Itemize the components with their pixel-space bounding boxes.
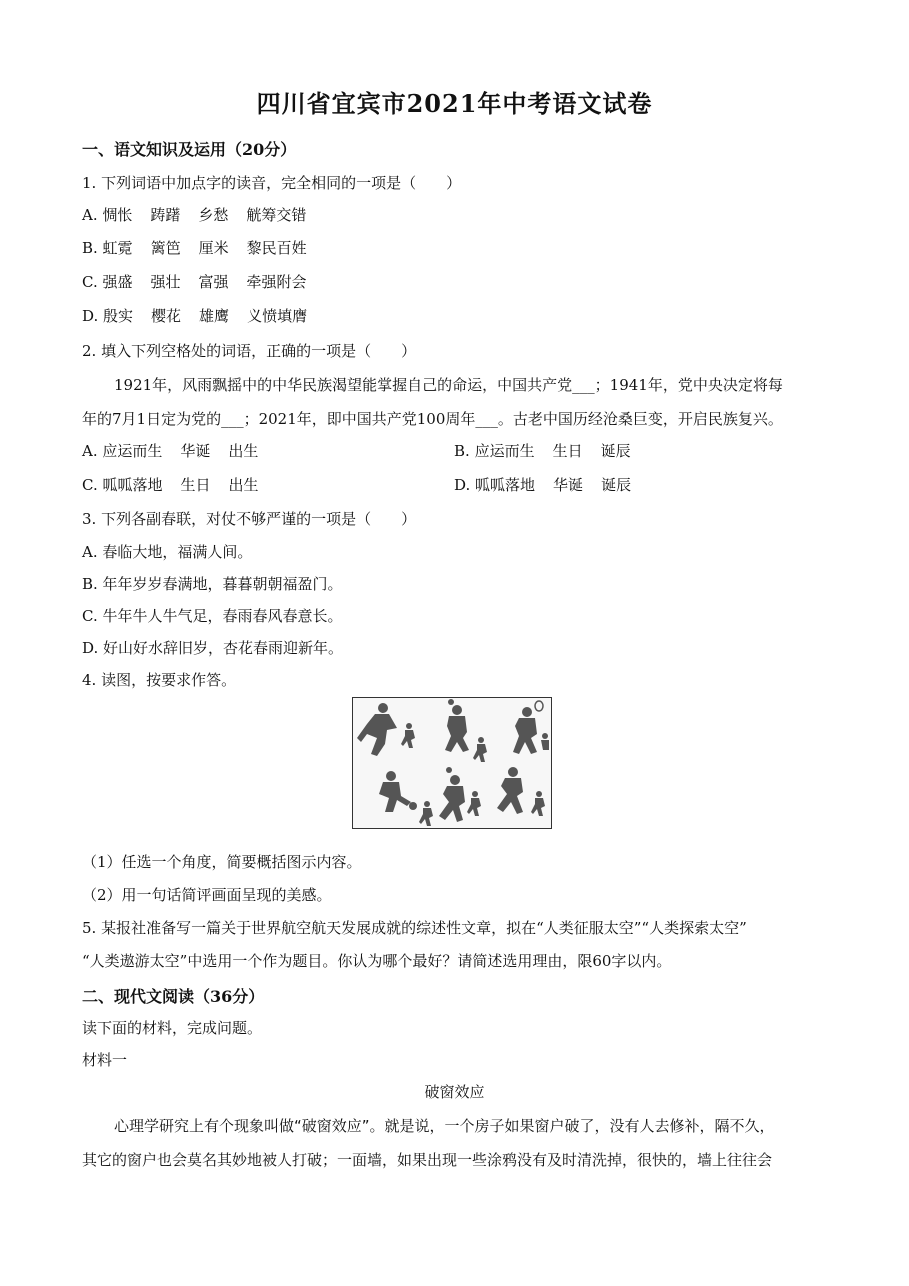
question-1-option-c <box>82 271 307 292</box>
option-word: 雄鹰 <box>199 307 230 325</box>
question-1-option-a <box>82 204 306 225</box>
question-4-subquestion-2: （2）用一句话简评画面呈现的美感。 <box>82 886 332 904</box>
option-word: 踌躇 <box>150 206 181 224</box>
question-2-option-c <box>82 474 259 495</box>
option-word: 华诞 <box>180 442 211 460</box>
option-word: 富强 <box>198 273 229 291</box>
option-word: 篱笆 <box>150 239 181 257</box>
option-word: 诞辰 <box>601 476 632 494</box>
sports-silhouettes-illustration <box>353 698 551 828</box>
option-word: 生日 <box>180 476 211 494</box>
option-letter: C. <box>82 476 103 494</box>
option-word: 厘米 <box>198 239 229 257</box>
reading-intro: 读下面的材料，完成问题。 <box>82 1019 263 1037</box>
option-word: 呱呱落地 <box>102 476 163 494</box>
question-2-option-d <box>454 474 631 495</box>
article-paragraph-line-1: 心理学研究上有个现象叫做“破窗效应”。就是说，一个房子如果窗户破了，没有人去修补，隔不久， <box>114 1117 775 1135</box>
option-word: 出生 <box>228 476 259 494</box>
option-word: 呱呱落地 <box>475 476 536 494</box>
question-3-option-d: D. 好山好水辞旧岁，杏花春雨迎新年。 <box>82 639 344 657</box>
question-5-line-2: “人类遨游太空”中选用一个作为题目。你认为哪个最好？请简述选用理由，限60字以内。 <box>82 952 672 970</box>
question-2-option-a <box>82 440 258 461</box>
section-heading-1: 一、语文知识及运用（20分） <box>82 140 297 159</box>
question-2-stem: 2. 填入下列空格处的词语，正确的一项是（ ） <box>82 342 417 360</box>
option-word: A. 惆怅 <box>82 206 133 224</box>
question-2-option-b <box>454 440 631 461</box>
sports-silhouettes-figure <box>352 697 552 829</box>
option-word: 觥筹交错 <box>246 206 307 224</box>
article-title: 破窗效应 <box>424 1083 485 1101</box>
question-2-passage-line-2: 年的7月1日定为党的___；2021年，即中国共产党100周年___。古老中国历经沧桑巨变，开启民族复兴。 <box>82 410 783 428</box>
question-3-option-c: C. 牛年牛人牛气足，春雨春风春意长。 <box>82 607 343 625</box>
question-4-stem: 4. 读图，按要求作答。 <box>82 671 237 689</box>
option-word: 强壮 <box>150 273 181 291</box>
option-word: 义愤填膺 <box>247 307 308 325</box>
option-letter: D. <box>454 476 476 494</box>
option-letter: B. <box>454 442 475 460</box>
material-label: 材料一 <box>82 1051 128 1069</box>
option-word: B. 虹霓 <box>82 239 133 257</box>
question-3-stem: 3. 下列各副春联，对仗不够严谨的一项是（ ） <box>82 510 417 528</box>
option-word: 乡愁 <box>198 206 229 224</box>
question-3-option-b: B. 年年岁岁春满地，暮暮朝朝福盈门。 <box>82 575 343 593</box>
option-word: 应运而生 <box>102 442 163 460</box>
option-word: 黎民百姓 <box>246 239 307 257</box>
question-5-line-1: 5. 某报社准备写一篇关于世界航空航天发展成就的综述性文章，拟在“人类征服太空”“人类探索太空” <box>82 919 747 937</box>
option-letter: A. <box>82 442 103 460</box>
option-word: 生日 <box>552 442 583 460</box>
option-word: C. 强盛 <box>82 273 133 291</box>
option-word: 华诞 <box>553 476 584 494</box>
question-3-option-a: A. 春临大地，福满人间。 <box>82 543 253 561</box>
article-paragraph-line-2: 其它的窗户也会莫名其妙地被人打破；一面墙，如果出现一些涂鸦没有及时清洗掉，很快的，墙上往往会 <box>82 1151 773 1169</box>
option-word: 诞辰 <box>600 442 631 460</box>
question-1-option-b <box>82 237 307 258</box>
option-word: 牵强附会 <box>246 273 307 291</box>
page-title: 四川省宜宾市2021年中考语文试卷 <box>256 89 653 118</box>
option-word: 应运而生 <box>474 442 535 460</box>
option-word: 出生 <box>228 442 259 460</box>
question-1-option-d <box>82 305 307 326</box>
section-heading-2: 二、现代文阅读（36分） <box>82 987 265 1006</box>
question-1-stem: 1. 下列词语中加点字的读音，完全相同的一项是（ ） <box>82 174 462 192</box>
option-word: D. 殷实 <box>82 307 134 325</box>
question-2-passage-line-1: 1921年，风雨飘摇中的中华民族渴望能掌握自己的命运，中国共产党___；1941年，党中央决定将每 <box>114 376 783 394</box>
option-word: 樱花 <box>151 307 182 325</box>
question-4-subquestion-1: （1）任选一个角度，简要概括图示内容。 <box>82 853 362 871</box>
